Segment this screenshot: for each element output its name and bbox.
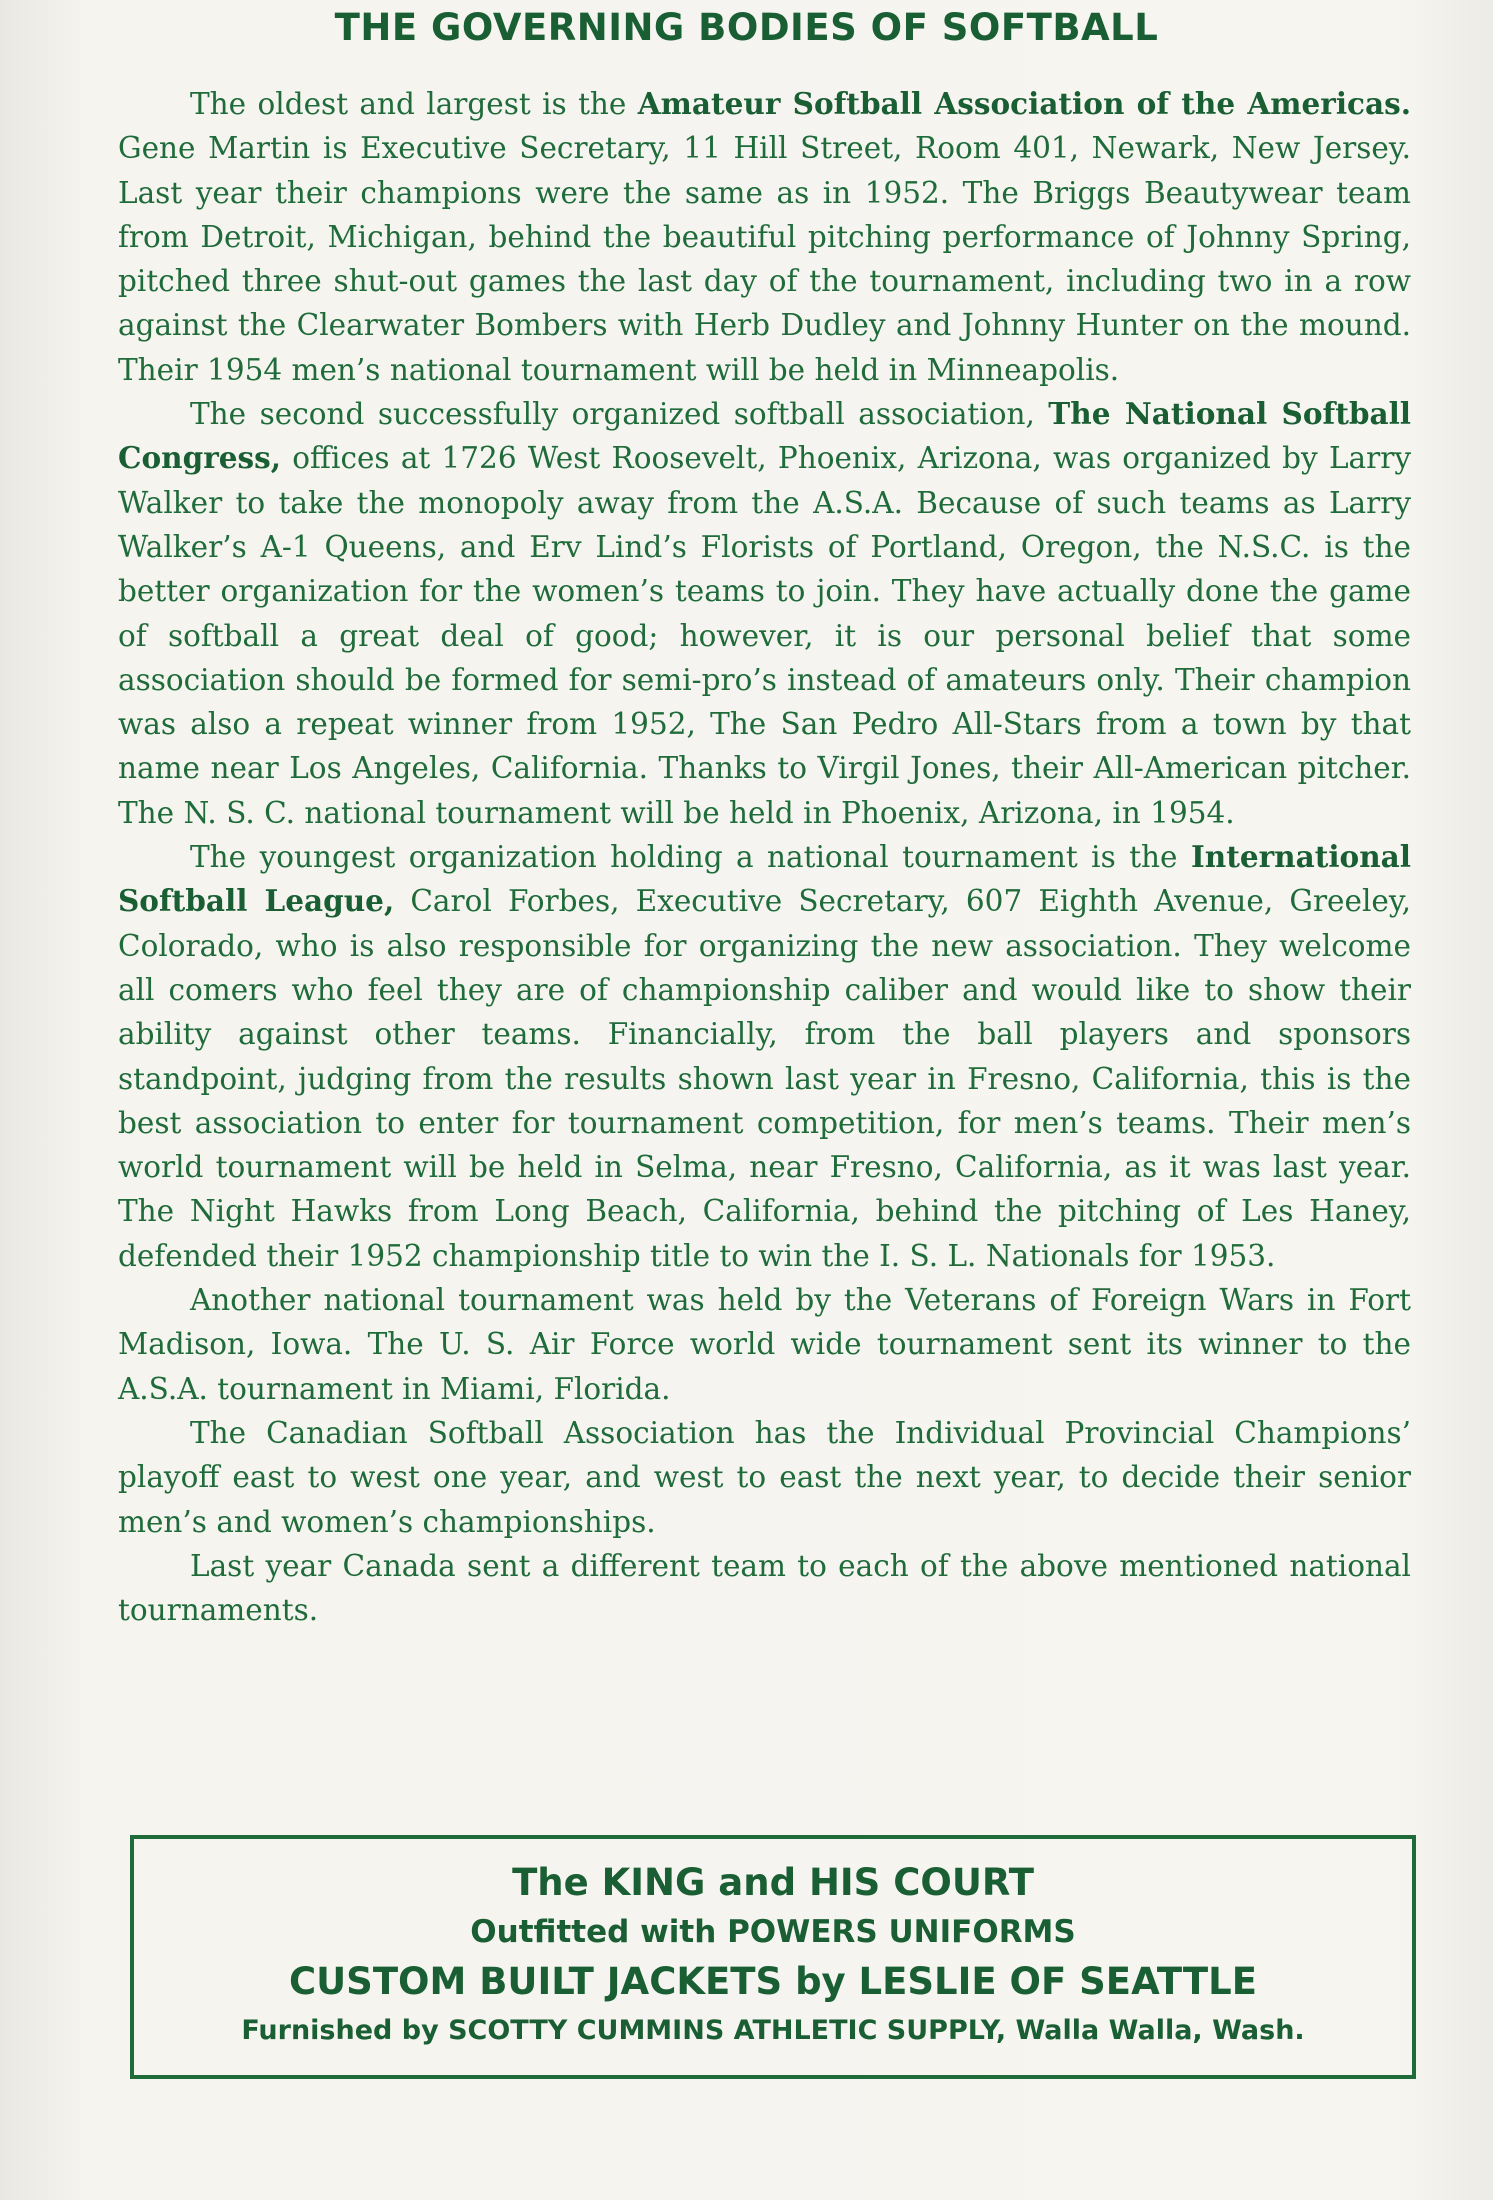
ad-jackets-line: CUSTOM BUILT JACKETS by LESLIE OF SEATTLE [288, 1960, 1258, 2003]
paragraph-nsc [118, 392, 1411, 835]
paragraph-text: The second successfully organized softball association, [190, 397, 1049, 432]
organization-name: International Softball League, [118, 839, 1411, 919]
organization-name: The National Softball Congress, [118, 396, 1411, 476]
paragraph-vfw [118, 1278, 1411, 1411]
paragraph-canada [118, 1411, 1411, 1544]
advertisement-box [130, 1835, 1416, 2079]
paragraph-text: offices at 1726 West Roosevelt, Phoenix, Arizona, was organized by Larry Walker to take the monopoly away from the A.S.A. Because of such teams as Larry Walker’s A-1 Queens, and Erv Lind’s Florists of Portland, Oregon, the N.S.C. is the better organization for the women’s teams to join. They have actually done the game of softball a great deal of good; however, it is our personal belief that some association should be formed for semi-pro’s instead of amateurs only. Their champion was also a repeat winner from 1952, The San Pedro All-Stars from a town by that name near Los Angeles, California. Thanks to Virgil Jones, their All-American pitcher. The N. S. C. national tournament will be held in Phoenix, Arizona, in 1954. [118, 441, 1411, 830]
page-title: THE GOVERNING BODIES OF SOFTBALL [334, 6, 1159, 49]
paragraph-text: The oldest and largest is the [190, 87, 638, 121]
paragraph-text: Gene Martin is Executive Secretary, 11 Hill Street, Room 401, Newark, New Jersey. Last year their champions were the same as in 1952. The Briggs Beautywear team from Detroit, Michigan, behind the beautiful pitching performance of Johnny Spring, pitched three shut-out games the last day of the tournament, including two in a row against the Clearwater Bombers with Herb Dudley and Johnny Hunter on the mound. Their 1954 men’s national tournament will be held in Minneapolis. [118, 131, 1411, 387]
paragraph-isl [118, 835, 1411, 1278]
organization-name: Amateur Softball Association of the Americas. [637, 86, 1411, 121]
paragraph-asa [118, 82, 1411, 392]
paragraph-text: The youngest organization holding a national tournament is the [190, 840, 1191, 875]
paragraph-text: Carol Forbes, Executive Secretary, 607 Eighth Avenue, Greeley, Colorado, who is also responsible for organizing the new association. They welcome all comers who feel they are of championship caliber and would like to show their ability against other teams. Financially, from the ball players and sponsors standpoint, judging from the results shown last year in Fresno, California, this is the best association to enter for tournament competition, for men’s teams. Their men’s world tournament will be held in Selma, near Fresno, California, as it was last year. The Night Hawks from Long Beach, California, behind the pitching of Les Haney, defended their 1952 championship title to win the I. S. L. Nationals for 1953. [118, 884, 1411, 1273]
paragraph-text: The Canadian Softball Association has the Individual Provincial Champions’ playoff east to west one year, and west to east the next year, to decide their senior men’s and women’s championships. [118, 1415, 1411, 1539]
paragraph-text: Another national tournament was held by the Veterans of Foreign Wars in Fort Madison, Iowa. The U. S. Air Force world wide tournament sent its winner to the A.S.A. tournament in Miami, Florida. [118, 1283, 1411, 1406]
paragraph-text: Last year Canada sent a different team to each of the above mentioned national tournaments. [118, 1548, 1411, 1628]
ad-supplier-line: Furnished by SCOTTY CUMMINS ATHLETIC SUPPLY, Walla Walla, Wash. [241, 2015, 1305, 2046]
paragraph-canada-teams [118, 1544, 1411, 1633]
article-body [118, 82, 1411, 1632]
ad-uniforms-line: Outfitted with POWERS UNIFORMS [470, 1914, 1076, 1950]
ad-headline: The KING and HIS COURT [512, 1861, 1034, 1904]
